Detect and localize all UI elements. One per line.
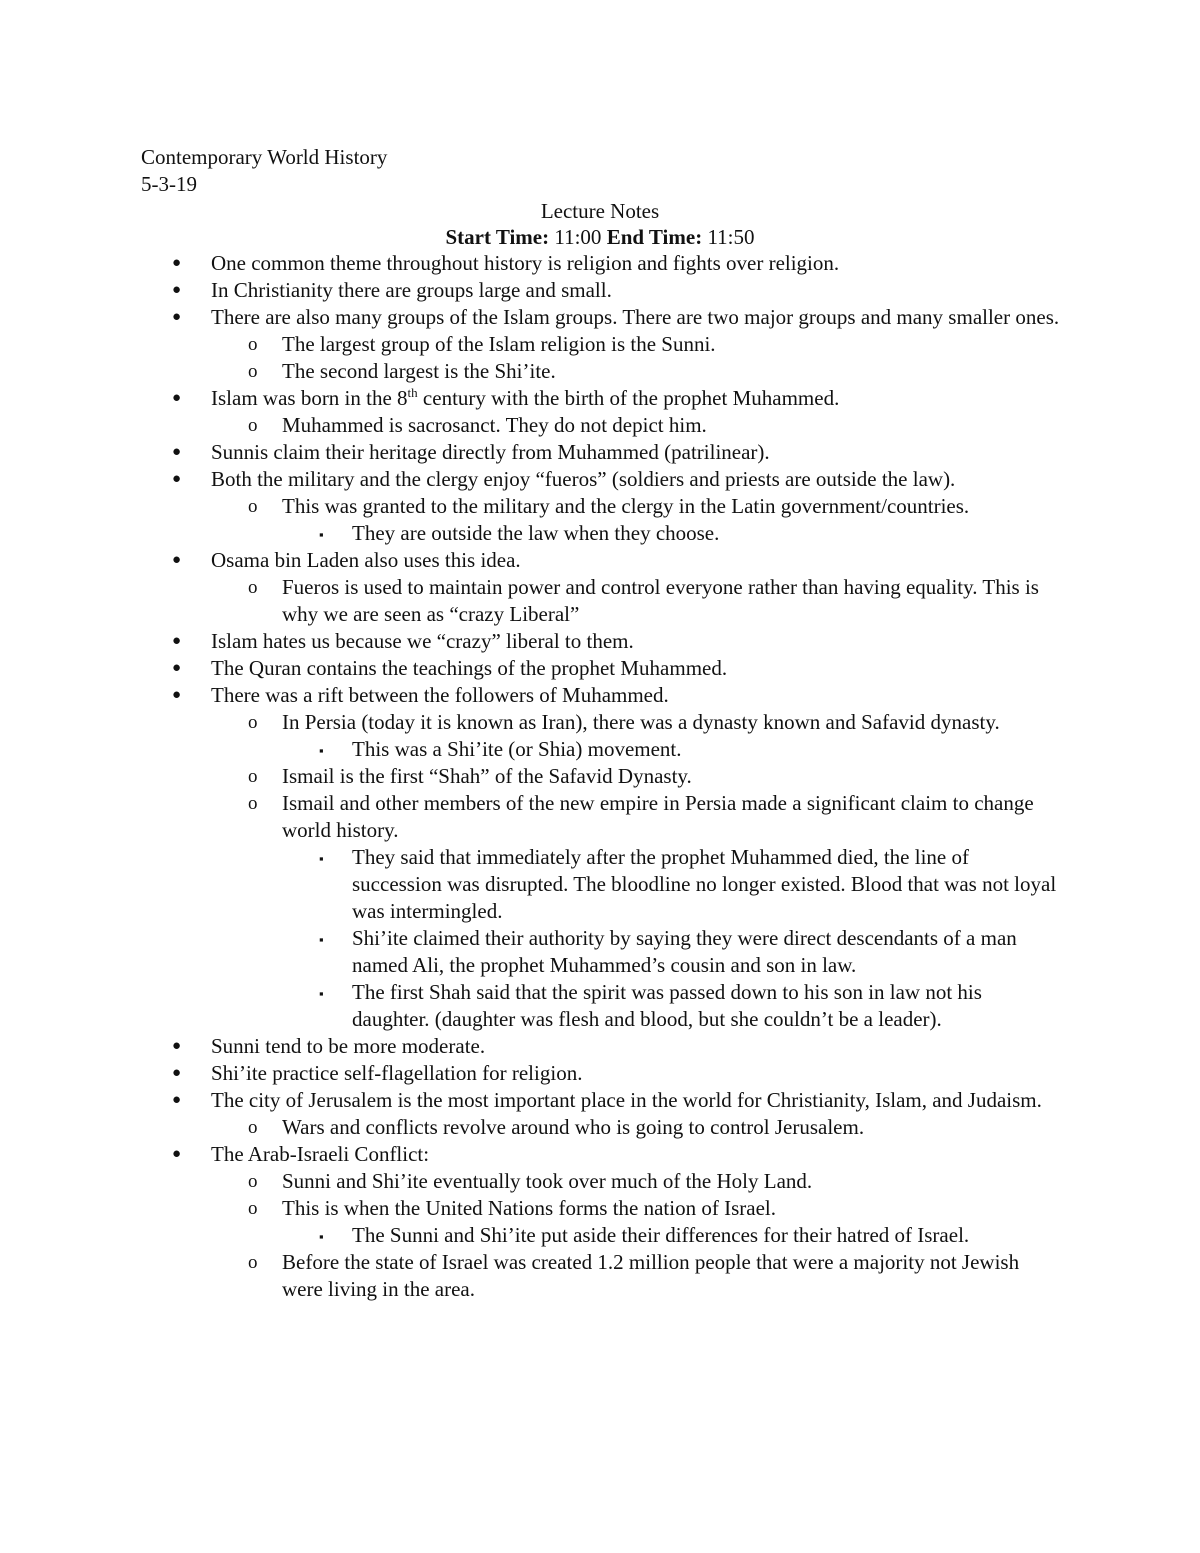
bullet-circle-icon: o: [248, 1117, 258, 1138]
note-item-level-2: [0, 790, 1062, 844]
bullet-circle-icon: o: [248, 496, 258, 517]
note-item-level-1: [0, 1087, 1061, 1114]
note-text-continued: century with the birth of the prophet Muhammed.: [417, 386, 840, 410]
course-title: Contemporary World History: [141, 145, 388, 169]
note-item-level-2: [0, 1168, 1062, 1195]
bullet-square-icon: ▪: [319, 932, 324, 947]
note-item-level-2: [0, 763, 1062, 790]
bullet-circle-icon: o: [248, 1252, 258, 1273]
note-text: Sunni and Shi’ite eventually took over much of the Holy Land.: [282, 1169, 813, 1193]
note-item-level-1: [0, 385, 1061, 412]
note-item-level-2: [0, 331, 1062, 358]
bullet-circle-icon: o: [248, 361, 258, 382]
note-text: Islam hates us because we “crazy” liberal to them.: [211, 629, 634, 653]
document-title: Lecture Notes: [540, 199, 660, 223]
bullet-disc-icon: ●: [172, 1146, 182, 1162]
note-text: Muhammed is sacrosanct. They do not depict him.: [282, 413, 707, 437]
note-item-level-3: [0, 925, 1062, 979]
bullet-circle-icon: o: [248, 1171, 258, 1192]
bullet-square-icon: ▪: [319, 986, 324, 1001]
bullet-disc-icon: ●: [172, 1038, 182, 1054]
bullet-circle-icon: o: [248, 712, 258, 733]
lecture-date: 5-3-19: [141, 172, 197, 196]
note-item-level-1: [0, 1033, 1061, 1060]
note-text: The Arab-Israeli Conflict:: [211, 1142, 430, 1166]
note-item-level-3: [0, 520, 1062, 547]
note-item-level-1: [0, 250, 1061, 277]
note-item-level-2: [0, 412, 1062, 439]
note-text: The Sunni and Shi’ite put aside their differences for their hatred of Israel.: [352, 1223, 970, 1247]
time-line: [0, 224, 1200, 251]
note-text: The largest group of the Islam religion is the Sunni.: [282, 332, 716, 356]
bullet-circle-icon: o: [248, 766, 258, 787]
bullet-disc-icon: ●: [172, 687, 182, 703]
bullet-circle-icon: o: [248, 577, 258, 598]
note-text: Osama bin Laden also uses this idea.: [211, 548, 521, 572]
bullet-disc-icon: ●: [172, 282, 182, 298]
note-item-level-3: [0, 1222, 1062, 1249]
note-item-level-2: [0, 709, 1062, 736]
bullet-disc-icon: ●: [172, 1092, 182, 1108]
note-item-level-1: [0, 277, 1061, 304]
note-item-level-2: [0, 1114, 1062, 1141]
note-text: Fueros is used to maintain power and control everyone rather than having equality. This is why we are seen as “crazy Liberal”: [282, 575, 1039, 626]
start-time-label: Start Time:: [445, 225, 550, 249]
note-item-level-3: [0, 844, 1062, 925]
bullet-disc-icon: ●: [172, 255, 182, 271]
note-text: Islam was born in the 8: [211, 386, 408, 410]
note-text: Ismail is the first “Shah” of the Safavid Dynasty.: [282, 764, 692, 788]
note-text: The city of Jerusalem is the most important place in the world for Christianity, Islam, and Judaism.: [211, 1088, 1042, 1112]
note-text: Before the state of Israel was created 1.2 million people that were a majority not Jewish were living in the area.: [282, 1250, 1020, 1301]
note-text: The Quran contains the teachings of the prophet Muhammed.: [211, 656, 728, 680]
note-text: Ismail and other members of the new empire in Persia made a significant claim to change world history.: [282, 791, 1034, 842]
bullet-disc-icon: ●: [172, 309, 182, 325]
bullet-disc-icon: ●: [172, 660, 182, 676]
note-item-level-2: [0, 358, 1062, 385]
note-text: Shi’ite claimed their authority by saying they were direct descendants of a man named Ali, the prophet Muhammed’s cousin and son in law.: [352, 926, 1017, 977]
note-text: There are also many groups of the Islam groups. There are two major groups and many smaller ones.: [211, 305, 1060, 329]
bullet-disc-icon: ●: [172, 444, 182, 460]
note-text: This was granted to the military and the clergy in the Latin government/countries.: [282, 494, 970, 518]
note-text: The second largest is the Shi’ite.: [282, 359, 556, 383]
bullet-disc-icon: ●: [172, 633, 182, 649]
note-item-level-3: [0, 979, 1062, 1033]
note-text: Both the military and the clergy enjoy “fueros” (soldiers and priests are outside the law).: [211, 467, 956, 491]
bullet-square-icon: ▪: [319, 527, 324, 542]
note-item-level-2: [0, 1195, 1062, 1222]
note-item-level-2: [0, 574, 1062, 628]
bullet-disc-icon: ●: [172, 471, 182, 487]
bullet-disc-icon: ●: [172, 390, 182, 406]
note-superscript: th: [407, 385, 418, 400]
note-text: Sunni tend to be more moderate.: [211, 1034, 486, 1058]
note-item-level-2: [0, 1249, 1062, 1303]
note-text: Sunnis claim their heritage directly from Muhammed (patrilinear).: [211, 440, 770, 464]
note-text: This was a Shi’ite (or Shia) movement.: [352, 737, 682, 761]
note-item-level-3: [0, 736, 1062, 763]
note-item-level-2: [0, 493, 1062, 520]
note-text: This is when the United Nations forms the nation of Israel.: [282, 1196, 776, 1220]
note-text: There was a rift between the followers of Muhammed.: [211, 683, 669, 707]
note-text: In Christianity there are groups large and small.: [211, 278, 612, 302]
note-text: Shi’ite practice self-flagellation for religion.: [211, 1061, 583, 1085]
note-item-level-1: [0, 1141, 1061, 1168]
bullet-square-icon: ▪: [319, 743, 324, 758]
bullet-square-icon: ▪: [319, 851, 324, 866]
end-time-label: End Time:: [606, 225, 703, 249]
note-item-level-1: [0, 1060, 1061, 1087]
note-item-level-1: [0, 466, 1061, 493]
note-item-level-1: [0, 304, 1061, 331]
note-text: One common theme throughout history is religion and fights over religion.: [211, 251, 840, 275]
bullet-square-icon: ▪: [319, 1229, 324, 1244]
note-text: In Persia (today it is known as Iran), there was a dynasty known and Safavid dynasty.: [282, 710, 1000, 734]
note-item-level-1: [0, 655, 1061, 682]
note-text: They are outside the law when they choose.: [352, 521, 720, 545]
start-time-value: 11:00: [554, 225, 602, 249]
note-item-level-1: [0, 547, 1061, 574]
bullet-disc-icon: ●: [172, 552, 182, 568]
bullet-circle-icon: o: [248, 793, 258, 814]
bullet-circle-icon: o: [248, 415, 258, 436]
note-item-level-1: [0, 439, 1061, 466]
end-time-value: 11:50: [707, 225, 755, 249]
note-item-level-1: [0, 682, 1061, 709]
bullet-circle-icon: o: [248, 1198, 258, 1219]
note-text: They said that immediately after the prophet Muhammed died, the line of succession was disrupted. The bloodline no longer existed. Blood that was not loyal was intermingled.: [352, 845, 1057, 923]
note-text: The first Shah said that the spirit was passed down to his son in law not his daughter. (daughter was flesh and blood, but she couldn’t be a leader).: [352, 980, 982, 1031]
bullet-disc-icon: ●: [172, 1065, 182, 1081]
note-item-level-1: [0, 628, 1061, 655]
bullet-circle-icon: o: [248, 334, 258, 355]
notes-list: [0, 250, 1200, 1303]
note-text: Wars and conflicts revolve around who is going to control Jerusalem.: [282, 1115, 865, 1139]
